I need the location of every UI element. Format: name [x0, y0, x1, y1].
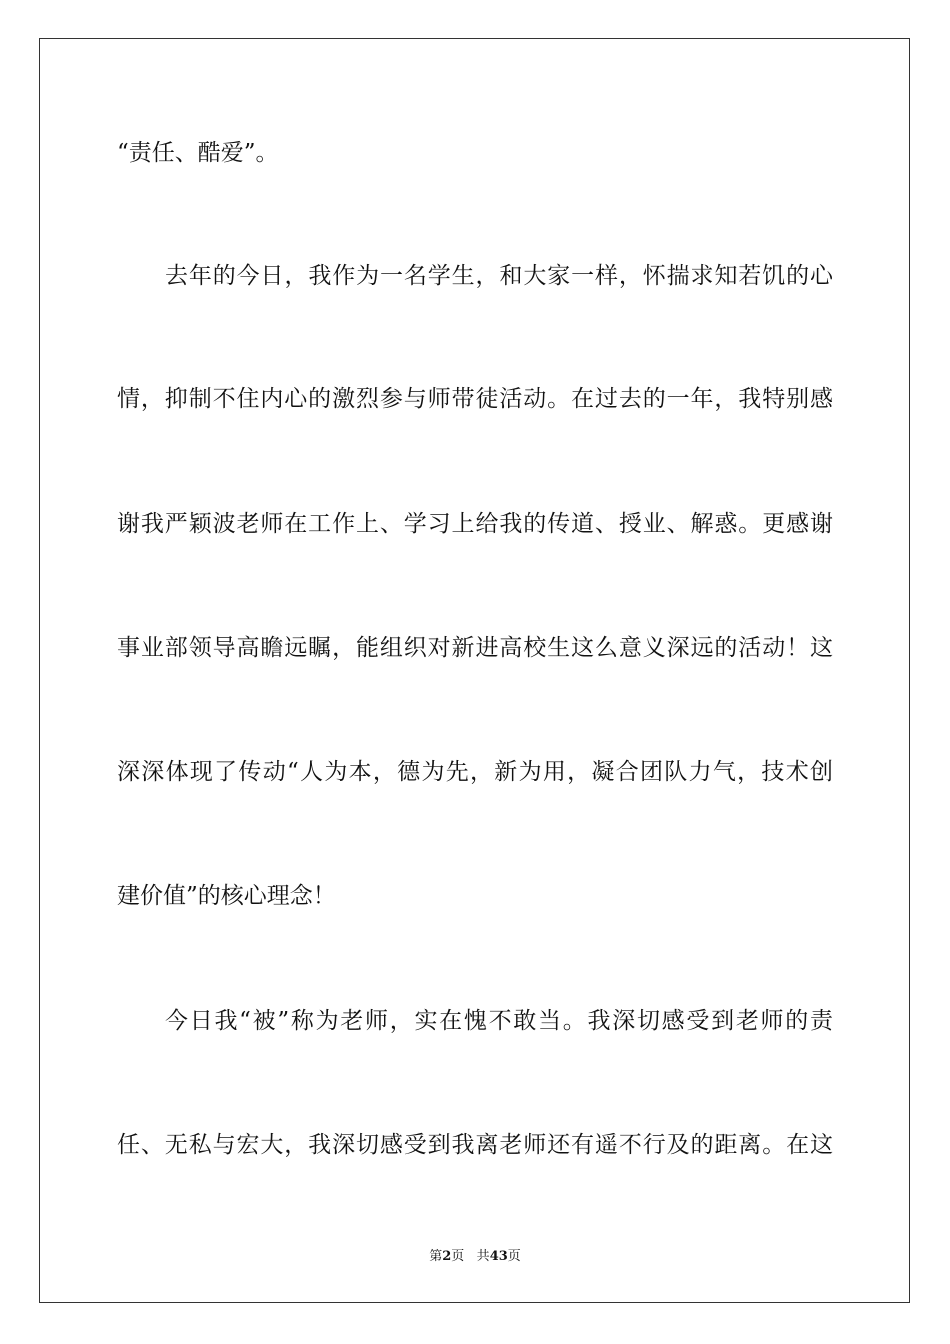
text-line-5: 事业部领导高瞻远瞩，能组织对新进高校生这么意义深远的活动！这 — [117, 635, 833, 661]
text-line-4: 谢我严颖波老师在工作上、学习上给我的传道、授业、解惑。更感谢 — [117, 511, 833, 537]
page-border — [39, 38, 910, 1303]
text-line-1: “责任、酷爱”。 — [117, 140, 279, 166]
text-line-9: 任、无私与宏大，我深切感受到我离老师还有遥不行及的距离。在这 — [117, 1132, 833, 1158]
text-line-2: 去年的今日，我作为一名学生，和大家一样，怀揣求知若饥的心 — [165, 263, 833, 289]
text-line-3: 情，抑制不住内心的激烈参与师带徒活动。在过去的一年，我特别感 — [117, 386, 833, 412]
footer-page-suffix: 页 — [451, 1249, 465, 1264]
footer-total-pages: 43 — [489, 1249, 508, 1264]
footer-page-prefix: 第 — [429, 1249, 443, 1264]
page-footer — [0, 1248, 950, 1266]
text-line-8: 今日我“被”称为老师，实在愧不敢当。我深切感受到老师的责 — [165, 1008, 833, 1034]
text-line-6: 深深体现了传动“人为本，德为先，新为用，凝合团队力气，技术创 — [117, 759, 833, 785]
text-line-7: 建价值”的核心理念！ — [117, 883, 336, 909]
footer-page-number: 2 — [442, 1249, 452, 1264]
footer-total-suffix: 页 — [507, 1249, 521, 1264]
footer-total-prefix: 共 — [476, 1249, 490, 1264]
